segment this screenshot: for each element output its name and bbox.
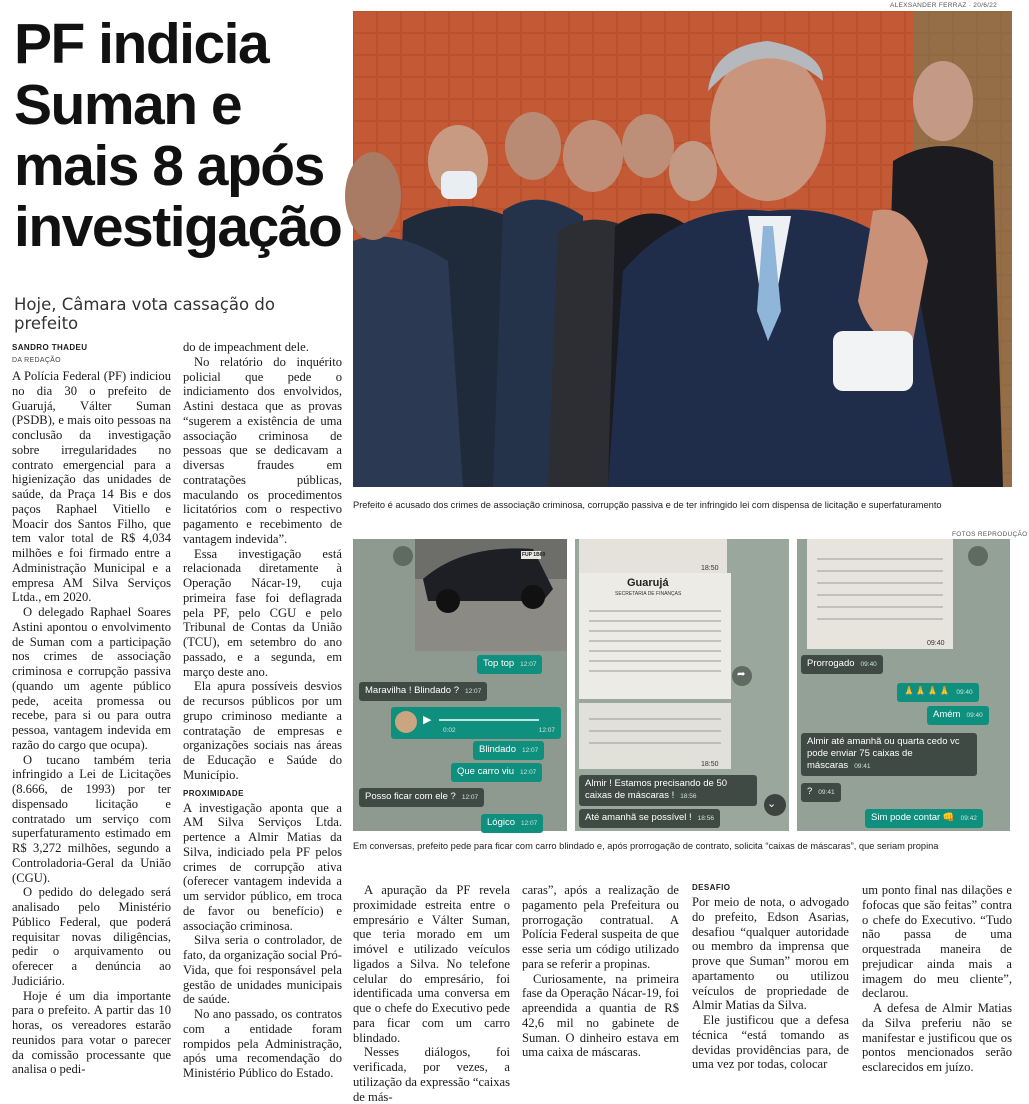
message-time: 09:40 <box>927 640 945 647</box>
headline-line: Suman e <box>14 73 242 137</box>
document-department: SECRETARIA DE FINANÇAS <box>615 591 682 597</box>
paragraph: caras”, após a realização de pagamento pela Prefeitura ou prorrogação contratual. A Polícia Federal suspeita de que esse seria um código utilizado para se referir a propinas. <box>522 883 679 971</box>
paragraph: Silva seria o controlador, de fato, da organização social Pró-Vida, que foi responsável pela gestão de unidades municipais de saúde. <box>183 933 342 1007</box>
chat-message: Maravilha ! Blindado ? 12:07 <box>359 682 487 701</box>
paragraph: um ponto final nas dilações e fofocas que são feitas” contra o chefe do Executivo. “Tudo não passa de uma orquestrada maneira de prejudicar ainda mais a imagem do meu cliente”, declarou. <box>862 883 1012 1001</box>
car-plate: FUP 1B69 <box>522 552 546 558</box>
headline <box>14 14 344 258</box>
article-column-6 <box>862 883 1012 1087</box>
paragraph: Ela apura possíveis desvios de recursos públicos por um grupo criminoso mediante a contratação de empresas e organizações sociais nas áreas de Educação e Saúde do Município. <box>183 679 342 782</box>
headline-line: investigação <box>14 195 342 259</box>
chat-message: Almir ! Estamos precisando de 50 caixas de máscaras ! 18:56 <box>579 775 757 806</box>
chat-message: Top top 12:07 <box>477 655 542 674</box>
section-heading-desafio: DESAFIO <box>692 883 731 892</box>
screenshots-credit: FOTOS REPRODUÇÃO <box>952 531 1028 538</box>
article-column-5 <box>692 882 849 1087</box>
chat-message: Até amanhã se possível ! 18:56 <box>579 809 720 828</box>
avatar <box>395 711 417 733</box>
article-column-1 <box>12 369 171 1087</box>
paragraph: A apuração da PF revela proximidade estreita entre o empresário e Válter Suman, que teria morado em um imóvel e utilizado veículos ligados a Silva. No telefone celular do empresário, foi identificada uma conversa em que o chefe do Executivo pede para ficar com um carro blindado. <box>353 883 510 1045</box>
chat-message: Blindado 12:07 <box>473 741 544 760</box>
paragraph: Ele justificou que a defesa técnica “está tomando as devidas providências para, de uma vez por todas, colocar <box>692 1013 849 1072</box>
chat-message: Prorrogado 09:40 <box>801 655 883 674</box>
paragraph: A investigação aponta que a AM Silva Serviços Ltda. pertence a Almir Matias da Silva, indiciado pela PF pelos crimes de corrupção ativa (oferecer vantagem indevida a um servidor público, em troca de favor ou benefício) e associação criminosa. <box>183 800 342 933</box>
chat-message: Almir até amanhã ou quarta cedo vc pode enviar 75 caixas de máscaras 09:41 <box>801 733 977 776</box>
chat-message: ? 09:41 <box>801 783 841 802</box>
message-time: 18:50 <box>701 565 719 572</box>
chat-message: Sim pode contar 👊 09:42 <box>865 809 983 828</box>
mayor-photo-illustration <box>353 11 1012 487</box>
document-logo: Guarujá <box>627 577 669 589</box>
chat-screenshot-3 <box>797 539 1010 831</box>
chat-voice-message: ▶ 0:02 12:07 <box>391 707 561 739</box>
subheadline: Hoje, Câmara vota cassação do prefeito <box>14 295 275 333</box>
chat-message: Que carro viu 12:07 <box>451 763 542 782</box>
scroll-down-icon[interactable]: ⌄ <box>767 798 777 810</box>
article-column-3 <box>353 883 510 1104</box>
main-photo-caption: Prefeito é acusado dos crimes de associação criminosa, corrupção passiva e de ter infringido lei com dispensa de licitação e superfaturamento <box>353 500 942 510</box>
play-icon[interactable]: ▶ <box>423 714 432 726</box>
paragraph: No ano passado, os contratos com a entidade foram rompidos pela Administração, após uma recomendação do Ministério Público do Estado. <box>183 1007 342 1080</box>
paragraph: No relatório do inquérito policial que pede o indiciamento dos envolvidos, Astini destaca que as provas “sugerem a existência de uma associação criminosa de pessoas que se dedicavam a diversas fraudes em contratações públicas, maculando os procedimentos licitatórios com o respectivo pagamento e recebimento de vantagem indevida”. <box>183 354 342 546</box>
headline-line: PF indicia <box>14 12 269 76</box>
paragraph: Hoje é um dia importante para o prefeito. A partir das 10 horas, os vereadores estarão reunidos para votar o parecer da comissão processante que analisa o pedi- <box>12 988 171 1077</box>
paragraph: Por meio de nota, o advogado do prefeito, Edson Asarias, desafiou “qualquer autoridade ou membro da imprensa que prove que Suman” morou em apartamento ou utilizou veículos de propriedade de Almir Matias da Silva. <box>692 895 849 1013</box>
paragraph: A Polícia Federal (PF) indiciou no dia 30 o prefeito de Guarujá, Válter Suman (PSDB), e mais oito pessoas na conclusão da investigação sobre irregularidades no contrato emergencial para a higienização das unidades de saúde, da Praça 14 Bis e dos paços Raphael Vitiello e Moacir dos Santos Filho, que tem valor total de R$ 4,034 milhões e foi firmado entre a Administração Municipal e a empresa AM Silva Serviços Ltda., em 2020. <box>12 369 171 605</box>
article-column-2 <box>183 340 342 1087</box>
paragraph: Essa investigação está relacionada diretamente à Operação Nácar-19, cuja primeira fase foi deflagrada pela PF, pelo CGU e pelo Tribunal de Contas da União (TCU), em setembro do ano passado, e a segunda, em março deste ano. <box>183 546 342 679</box>
audio-waveform <box>439 719 539 721</box>
paragraph: do de impeachment dele. <box>183 340 309 354</box>
chat-message: 🙏🙏🙏🙏 09:40 <box>897 683 979 702</box>
chat-message: Amém 09:40 <box>927 706 989 725</box>
chat-screenshot-2 <box>575 539 789 831</box>
byline-author: SANDRO THADEU <box>12 343 88 352</box>
article-column-4 <box>522 883 679 1087</box>
paragraph: A defesa de Almir Matias da Silva preferiu não se manifestar e justificou que os pontos mencionados serão esclarecidos em juízo. <box>862 1001 1012 1074</box>
message-time: 18:50 <box>701 761 719 768</box>
paragraph: Nesses diálogos, foi verificada, por vezes, a utilização da expressão “caixas de más- <box>353 1045 510 1104</box>
paragraph: O delegado Raphael Soares Astini apontou o envolvimento de Suman com a participação nos crimes de associação criminosa e corrupção passiva (quando um agente público pede, aceita promessa ou recebe, para si ou para outra pessoa, vantagem indevida em razão do cargo que ocupa). <box>12 605 171 752</box>
forward-icon[interactable]: ➦ <box>737 669 746 680</box>
paragraph: O pedido do delegado será analisado pelo Ministério Público Federal, que poderá requisitar novas diligências, pedir o arquivamento ou oferecer a denúncia ao Judiciário. <box>12 885 171 988</box>
paragraph: O tucano também teria infringido a Lei de Licitações (8.666, de 1993) por ter dispensado licitação e contratado um serviço com superfaturamento estimado em R$ 3,272 milhões, segundo a Controladoria-Geral da União (CGU). <box>12 752 171 885</box>
section-heading-proximidade: PROXIMIDADE <box>183 788 244 798</box>
paragraph: Curiosamente, na primeira fase da Operação Nácar-19, foi apreendida a quantia de R$ 42,6 mil no gabinete de Suman. O dinheiro estava em uma caixa de máscaras. <box>522 971 679 1060</box>
headline-line: mais 8 após <box>14 134 324 198</box>
chat-message: Posso ficar com ele ? 12:07 <box>359 788 484 807</box>
photo-credit: ALEXSANDER FERRAZ · 20/6/22 <box>890 2 998 9</box>
chat-message: Lógico 12:07 <box>481 814 543 833</box>
screenshots-caption: Em conversas, prefeito pede para ficar com carro blindado e, após prorrogação de contrato, solicita “caixas de máscaras”, que seriam propina <box>353 841 939 851</box>
main-photo <box>353 11 1012 487</box>
chat-screenshot-1 <box>353 539 567 831</box>
byline-desk: DA REDAÇÃO <box>12 357 61 364</box>
